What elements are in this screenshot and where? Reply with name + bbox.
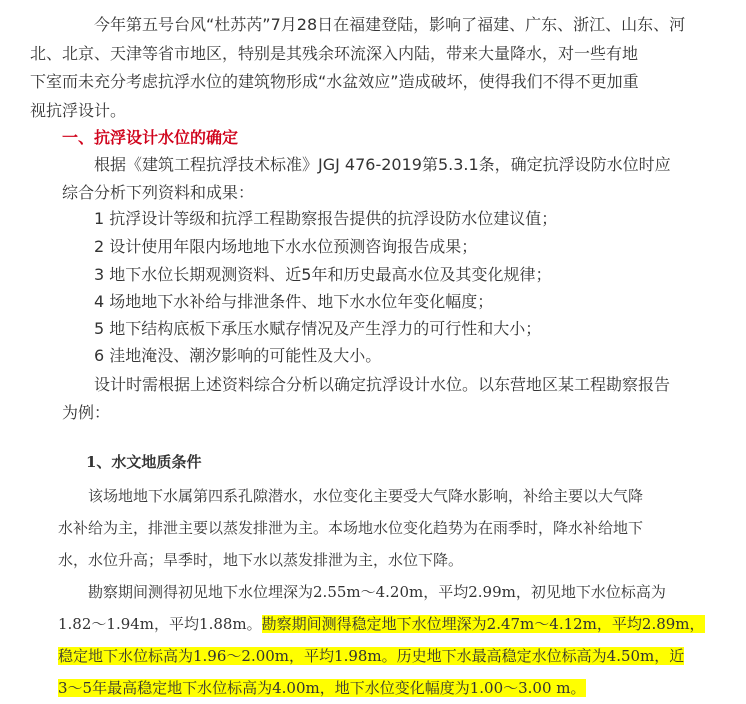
intro-line: 北、北京、天津等省市地区，特别是其残余环流深入内陆，带来大量降水，对一些有地 <box>30 43 639 63</box>
report-line: 水补给为主，排泄主要以蒸发排泄为主。本场地水位变化趋势为在雨季时，降水补给地下 <box>58 519 644 537</box>
list-item: 2 设计使用年限内场地地下水水位预测咨询报告成果； <box>94 237 478 256</box>
intro-paragraph <box>30 11 742 125</box>
report-line: 水，水位升高；旱季时，地下水以蒸发排泄为主，水位下降。 <box>58 551 464 569</box>
highlighted-text: 稳定地下水位标高为1.96～2.00m，平均1.98m。历史地下水最高稳定水位标高为4.50m，近 <box>58 647 685 665</box>
tail-line: 为例： <box>62 403 111 422</box>
report-paragraph-1 <box>58 480 746 576</box>
section-heading: 一、抗浮设计水位的确定 <box>62 128 239 147</box>
highlighted-text: 3～5年最高稳定地下水位标高为4.00m，地下水位变化幅度为1.00～3.00 m。 <box>58 679 586 697</box>
list-item: 5 地下结构底板下承压水赋存情况及产生浮力的可行性和大小； <box>94 319 542 338</box>
intro-line: 视抗浮设计。 <box>30 100 127 120</box>
intro-line: 今年第五号台风“杜苏芮”7月28日在福建登陆，影响了福建、广东、浙江、山东、河 <box>94 15 686 34</box>
tail-line: 设计时需根据上述资料综合分析以确定抗浮设计水位。以东营地区某工程勘察报告 <box>94 375 671 394</box>
standard-line: 综合分析下列资料和成果： <box>62 183 255 202</box>
report-heading: 1、水文地质条件 <box>86 453 202 471</box>
highlighted-text: 勘察期间测得稳定地下水位埋深为2.47m～4.12m，平均2.89m， <box>261 615 705 633</box>
intro-line: 下室而未充分考虑抗浮水位的建筑物形成“水盆效应”造成破坏，使得我们不得不更加重 <box>30 72 639 91</box>
standard-paragraph <box>62 151 744 207</box>
tail-paragraph <box>62 371 744 427</box>
list-item: 3 地下水位长期观测资料、近5年和历史最高水位及其变化规律； <box>94 265 552 284</box>
list-item: 6 洼地淹没、潮汐影响的可能性及大小。 <box>94 346 382 365</box>
report-line: 该场地地下水属第四系孔隙潜水，水位变化主要受大气降水影响，补给主要以大气降 <box>88 487 644 505</box>
report-text: 1.82～1.94m，平均1.88m。 <box>58 615 262 633</box>
report-line: 勘察期间测得初见地下水位埋深为2.55m～4.20m，平均2.99m，初见地下水位标高为 <box>88 583 666 601</box>
list-item: 4 场地地下水补给与排泄条件、地下水水位年变化幅度； <box>94 292 494 311</box>
report-paragraph-2 <box>58 576 746 704</box>
list-item: 1 抗浮设计等级和抗浮工程勘察报告提供的抗浮设防水位建议值； <box>94 209 558 228</box>
standard-line: 根据《建筑工程抗浮技术标准》JGJ 476-2019第5.3.1条，确定抗浮设防水位时应 <box>94 155 671 174</box>
